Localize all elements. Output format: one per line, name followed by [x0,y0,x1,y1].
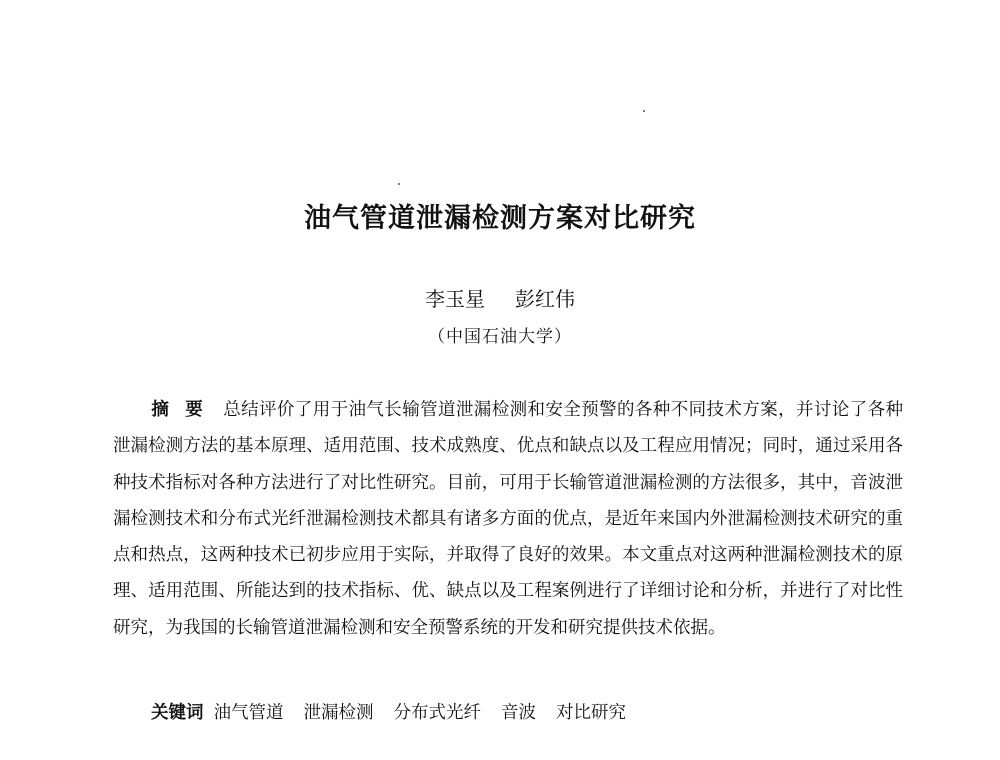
keyword: 分布式光纤 [393,703,481,723]
keyword: 泄漏检测 [303,703,374,723]
author-line [0,283,1000,312]
abstract [113,392,903,646]
scan-speck [643,110,645,112]
author-name: 李玉星 [425,287,485,311]
author-name: 彭红伟 [515,287,575,311]
scan-speck [398,183,400,185]
affiliation: （中国石油大学） [428,327,572,347]
abstract-label: 摘要 [151,400,220,420]
abstract-text: 总结评价了用于油气长输管道泄漏检测和安全预警的各种不同技术方案，并讨论了各种泄漏检测方法的基本原理、适用范围、技术成熟度、优点和缺点以及工程应用情况；同时，通过采用各种技术指标对各种方法进行了对比性研究。目前，可用于长输管道泄漏检测的方法很多，其中，音波泄漏检测技术和分布式光纤泄漏检测技术都具有诸多方面的优点，是近年来国内外泄漏检测技术研究的重点和热点，这两种技术已初步应用于实际，并取得了良好的效果。本文重点对这两种泄漏检测技术的原理、适用范围、所能达到的技术指标、优、缺点以及工程案例进行了详细讨论和分析，并进行了对比性研究，为我国的长输管道泄漏检测和安全预警系统的开发和研究提供技术依据。 [113,400,904,638]
keywords-label: 关键词 [151,703,204,723]
keywords [151,699,911,727]
paper-title: 油气管道泄漏检测方案对比研究 [304,203,696,234]
keyword: 音波 [501,703,536,723]
keyword: 油气管道 [213,703,284,723]
keyword: 对比研究 [556,703,626,723]
